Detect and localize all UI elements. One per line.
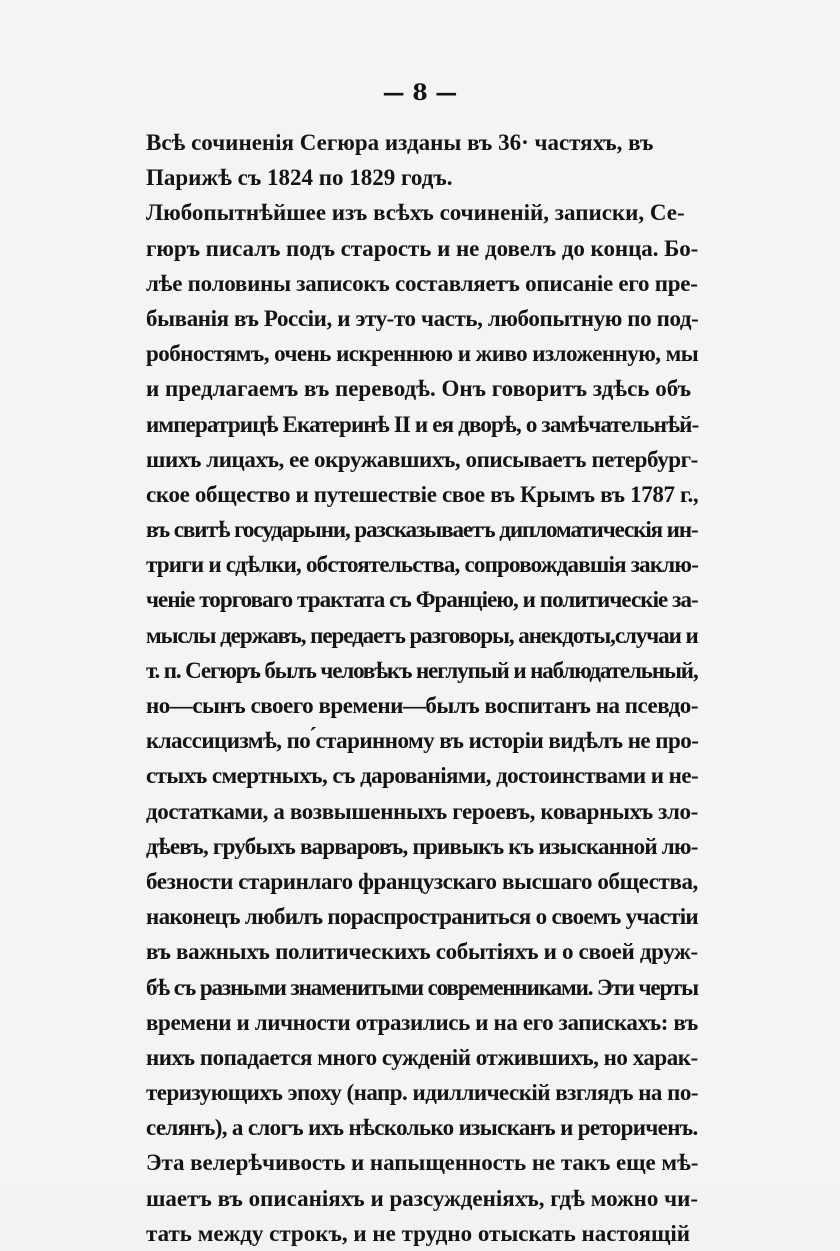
text-line: триги и сдѣлки, обстоятельства, сопровождавшія заклю- <box>146 552 699 578</box>
text-line: селянъ), а слогъ ихъ нѣсколько изысканъ и реториченъ. <box>146 1115 698 1141</box>
text-line: классицизмѣ, по ́старинному въ исторіи видѣлъ не про- <box>146 728 699 754</box>
text-line: Эта велерѣчивость и напыщенность не такъ еще мѣ- <box>146 1150 699 1176</box>
text-line: Парижѣ съ 1824 по 1829 годъ. <box>146 165 453 191</box>
text-line: императрицѣ Екатеринѣ II и ея дворѣ, о замѣчательнѣй- <box>146 411 699 437</box>
text-line: въ важныхъ политическихъ событіяхъ и о своей друж- <box>146 939 698 965</box>
text-line: и предлагаемъ въ переводѣ. Онъ говоритъ здѣсь объ <box>146 376 692 402</box>
text-line: шаетъ въ описаніяхъ и разсужденіяхъ, гдѣ можно чи- <box>146 1185 699 1211</box>
text-line: ченіе торговаго трактата съ Франціею, и политическіе за- <box>146 587 698 613</box>
text-line: гюръ писалъ подъ старость и не довелъ до конца. Бо- <box>146 235 699 261</box>
text-line: теризующихъ эпоху (напр. идиллическій взглядъ на по- <box>146 1080 698 1106</box>
text-line: Любопытнѣйшее изъ всѣхъ сочиненій, записки, Се- <box>146 200 685 226</box>
text-line: нихъ попадается много сужденій отжившихъ, но харак- <box>146 1044 698 1070</box>
text-line: шихъ лицахъ, ее окружавшихъ, описываетъ петербург- <box>146 446 698 472</box>
text-line: ское общество и путешествіе свое въ Крымъ въ 1787 г., <box>146 481 699 507</box>
body-text <box>146 125 698 1251</box>
text-line: времени и личности отразились и на его запискахъ: въ <box>146 1009 698 1035</box>
text-line: дѣевъ, грубыхъ варваровъ, привыкъ къ изысканной лю- <box>146 833 698 859</box>
text-line: но—сынъ своего времени—былъ воспитанъ на псевдо- <box>146 693 699 718</box>
text-line: въ свитѣ государыни, разсказываетъ дипломатическія ин- <box>146 517 698 543</box>
text-line: безности старинлаго французскаго высшаго общества, <box>146 868 698 894</box>
text-line: робностямъ, очень искреннюю и живо изложенную, мы <box>146 341 699 367</box>
text-line: стыхъ смертныхъ, съ дарованіями, достоинствами и не- <box>146 763 699 789</box>
text-line: быванія въ Россіи, и эту-то часть, любопытную по под- <box>146 305 699 331</box>
text-line: достатками, а возвышенныхъ героевъ, коварныхъ зло- <box>146 798 698 824</box>
text-line: бѣ съ разными знаменитыми современниками. Эти черты <box>146 974 698 1000</box>
text-line: наконецъ любилъ пораспространиться о своемъ участіи <box>146 904 698 930</box>
text-line: лѣе половины записокъ составляетъ описаніе его пре- <box>146 270 698 296</box>
text-line: мыслы державъ, передаетъ разговоры, анекдоты,случаи и <box>146 622 698 648</box>
text-line: тать между строкъ, и не трудно отыскать настоящій <box>146 1220 691 1246</box>
page-number: — 8 — <box>382 80 458 106</box>
text-line: Всѣ сочиненія Сегюра изданы въ 36· частяхъ, въ <box>146 130 654 155</box>
text-line: т. п. Сегюръ былъ человѣкъ неглупый и наблюдательный, <box>146 657 698 683</box>
